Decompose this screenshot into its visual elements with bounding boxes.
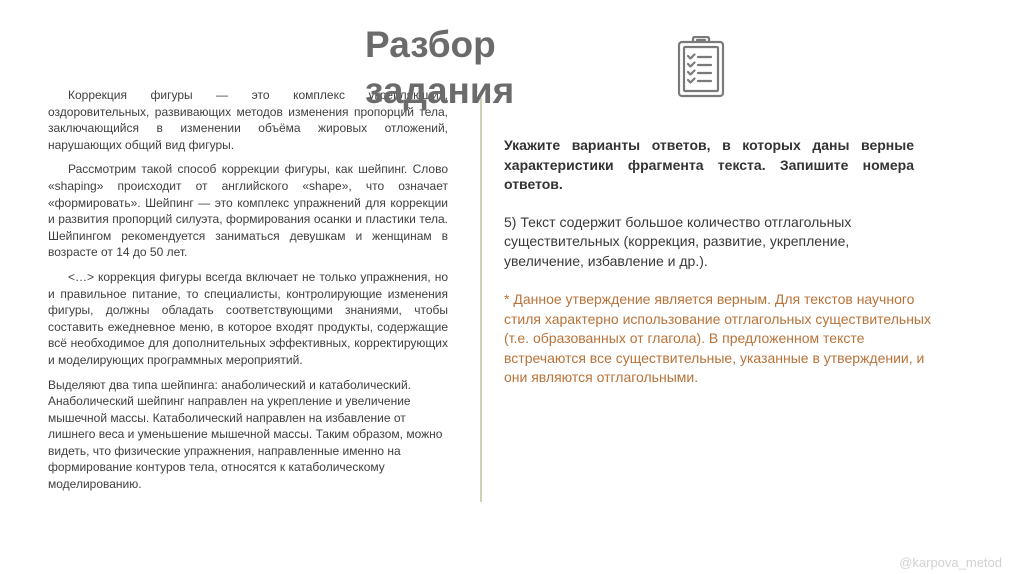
text-paragraph-2: Рассмотрим такой способ коррекции фигуры, как шейпинг. Слово «shaping» происходит от английского «shape», что означает «формировать». Шейпинг — это комплекс упражнений для коррекции и развития пропорций силуэта, формирования осанки и пластики тела. Шейпингом рекомендуется заниматься девушкам и женщинам в возрасте от 14 до 50 лет. bbox=[48, 162, 448, 260]
task-panel bbox=[504, 136, 931, 388]
task-question: Укажите варианты ответов, в которых даны верные характеристики фрагмента текста. Запишите номера ответов. bbox=[504, 137, 914, 192]
answer-explanation: * Данное утверждение является верным. Для текстов научного стиля характерно использование отглагольных существительных (т.е. образованных от глагола). В предложенном тексте встречаются все существительные, указанные в утверждении, и они являются отглагольными. bbox=[504, 291, 931, 385]
source-text bbox=[48, 87, 448, 501]
answer-statement: 5) Текст содержит большое количество отглагольных существительных (коррекция, развитие, укрепление, увеличение, избавление и др.). bbox=[504, 213, 852, 269]
clipboard-checklist-icon bbox=[676, 36, 726, 98]
slide-title: Разбор задания bbox=[365, 24, 515, 111]
text-paragraph-3: <…> коррекция фигуры всегда включает не только упражнения, но и правильное питание, то специалисты, контролирующие изменения фигуры, должны обладать соответствующими знаниями, чтобы составить ежедневное меню, в которое входят продукты, содержащие всё необходимое для дополнительных эффективных, корректирующих и моделирующих программных мероприятий. bbox=[48, 269, 448, 367]
vertical-divider bbox=[480, 98, 482, 502]
text-paragraph-4: Выделяют два типа шейпинга: анаболический и катаболический. Анаболический шейпинг направлен на укрепление и увеличение мышечной массы. Катаболический направлен на избавление от лишнего веса и уменьшение мышечной массы. Таким образом, можно видеть, что физические упражнения, направленные именно на формирование контуров тела, относятся к катаболическому моделированию. bbox=[48, 377, 443, 492]
text-paragraph-1: Коррекция фигуры — это комплекс укрепляющих, оздоровительных, развивающих методов изменения пропорций тела, заключающийся в изменении объёма жировых отложений, нарушающих общий вид фигуры. bbox=[48, 88, 448, 152]
author-watermark: @karpova_metod bbox=[899, 555, 1002, 570]
